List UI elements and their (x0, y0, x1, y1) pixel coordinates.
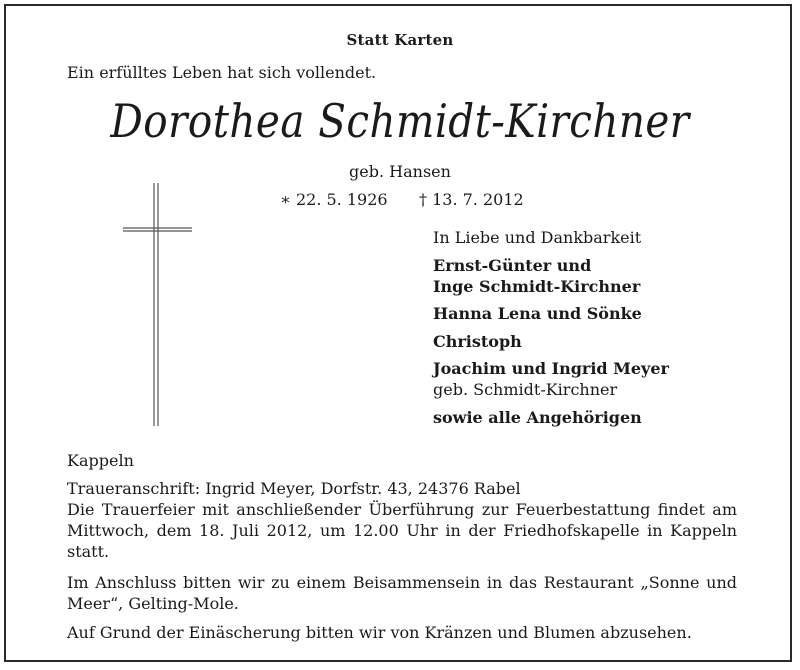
mourner-line: Joachim und Ingrid Meyer (433, 359, 669, 378)
intro-line: Ein erfülltes Leben hat sich vollendet. (67, 63, 377, 82)
ceremony-paragraph: Die Trauerfeier mit anschließender Überführung zur Feuerbestattung findet am Mittwoch, dem 18. Juli 2012, um 12.00 Uhr in der Friedhofskapelle in Kappeln statt. (67, 500, 737, 561)
mourner-line: Inge Schmidt-Kirchner (433, 277, 641, 296)
place-line: Kappeln (67, 451, 134, 470)
mourner-line: sowie alle Angehörigen (433, 408, 642, 427)
mourner-line: Christoph (433, 332, 522, 351)
death-date: † 13. 7. 2012 (419, 190, 524, 209)
deceased-name: Dorothea Schmidt-Kirchner (110, 94, 690, 148)
notice-header: Statt Karten (346, 31, 454, 49)
maiden-name: geb. Hansen (349, 162, 451, 181)
birth-date: ∗ 22. 5. 1926 (280, 190, 388, 209)
mourner-line: Hanna Lena und Sönke (433, 304, 642, 323)
address-line: Traueranschrift: Ingrid Meyer, Dorfstr. 43, 24376 Rabel (67, 479, 521, 498)
flowers-paragraph: Auf Grund der Einäscherung bitten wir von Kränzen und Blumen abzusehen. (67, 623, 692, 642)
mourner-line: geb. Schmidt-Kirchner (433, 380, 618, 399)
cross-icon (118, 180, 198, 430)
gathering-paragraph: Im Anschluss bitten wir zu einem Beisammensein in das Restaurant „Sonne und Meer“, Gelting-Mole. (67, 573, 737, 613)
mourner-line: Ernst-Günter und (433, 256, 592, 275)
mourners-intro: In Liebe und Dankbarkeit (433, 228, 642, 247)
